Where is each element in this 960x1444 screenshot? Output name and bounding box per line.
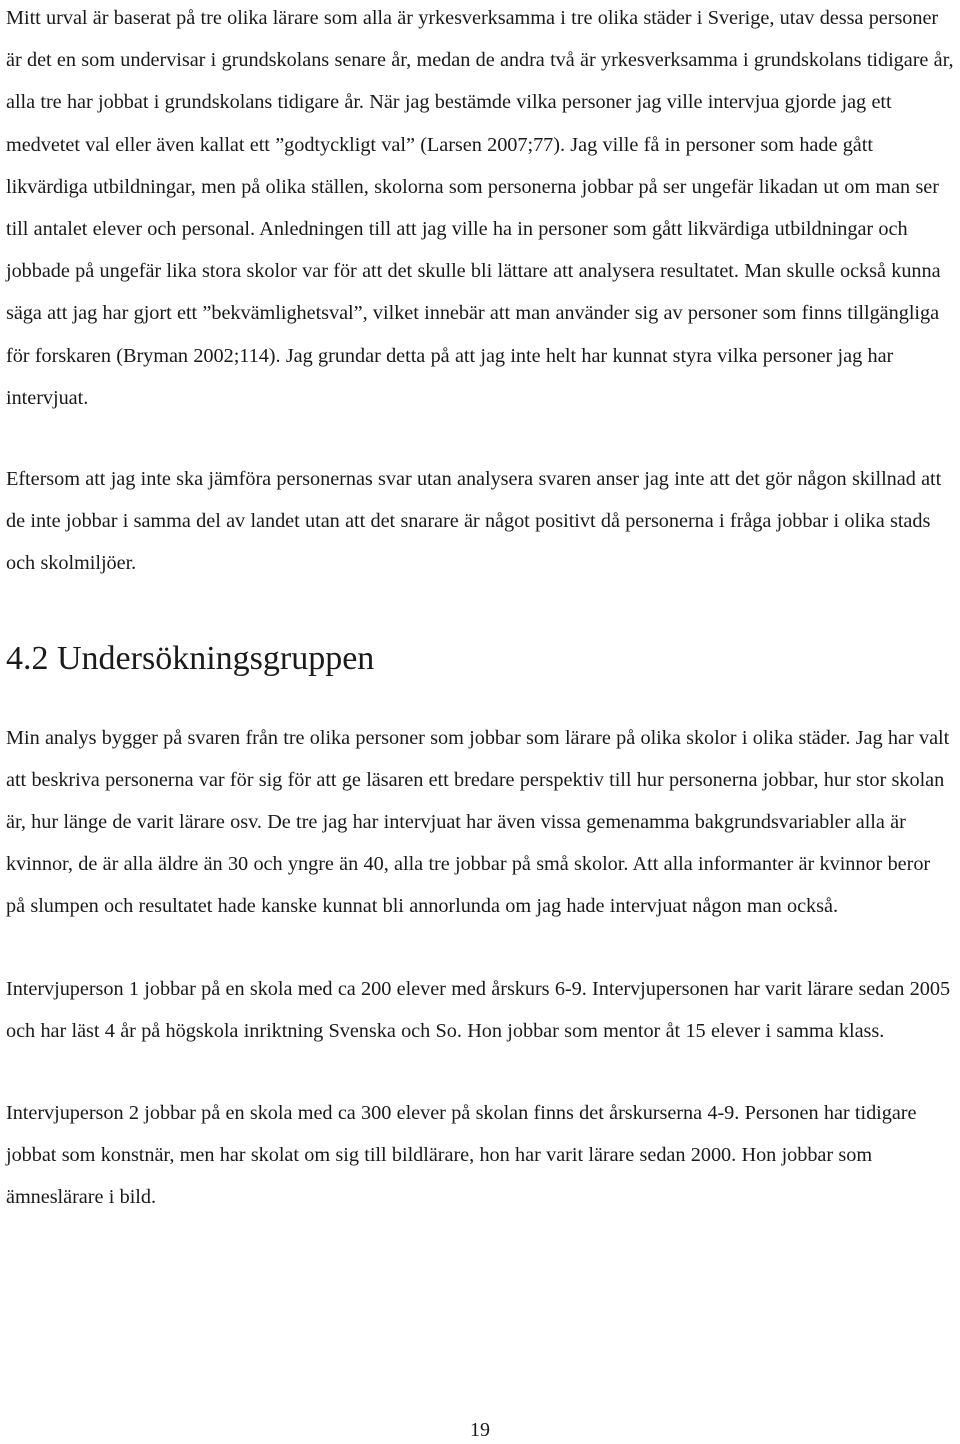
paragraph-geographic-spread: Eftersom att jag inte ska jämföra personernas svar utan analysera svaren anser jag inte att det gör någon skillnad att de inte jobbar i samma del av landet utan att det snarare är något positivt då personerna i fråga jobbar i olika stads och skolmiljöer. <box>6 468 942 575</box>
paragraph-group-description: Min analys bygger på svaren från tre olika personer som jobbar som lärare på olika skolor i olika städer. Jag har valt att beskriva personerna var för sig för att ge läsaren ett bredare perspektiv till hur personerna jobbar, hur stor skolan är, hur länge de varit lärare osv. De tre jag har intervjuat har även vissa gemenamma bakgrundsvariabler alla är kvinnor, de är alla äldre än 30 och yngre än 40, alla tre jobbar på små skolor. Att alla informanter är kvinnor beror på slumpen och resultatet hade kanske kunnat bli annorlunda om jag hade intervjuat någon man också. <box>6 726 950 918</box>
section-heading: 4.2 Undersökningsgruppen <box>6 639 375 677</box>
paragraph-selection-criteria: Mitt urval är baserat på tre olika lärare som alla är yrkesverksamma i tre olika städer i Sverige, utav dessa personer är det en som undervisar i grundskolans senare år, medan de andra två är yrkesverksamma i grundskolans tidigare år, alla tre har jobbat i grundskolans tidigare år. När jag bestämde vilka personer jag ville intervjua gjorde jag ett medvetet val eller även kallat ett ”godtyckligt val” (Larsen 2007;77). Jag ville få in personer som hade gått likvärdiga utbildningar, men på olika ställen, skolorna som personerna jobbar på ser ungefär likadan ut om man ser till antalet elever och personal. Anledningen till att jag ville ha in personer som gått likvärdiga utbildningar och jobbade på ungefär lika stora skolor var för att det skulle bli lättare att analysera resultatet. Man skulle också kunna säga att jag har gjort ett ”bekvämlighetsval”, vilket innebär att man använder sig av personer som finns tillgängliga för forskaren (Bryman 2002;114). Jag grundar detta på att jag inte helt har kunnat styra vilka personer jag har intervjuat. <box>6 7 954 409</box>
document-page <box>6 0 954 1219</box>
paragraph-interviewee-2: Intervjuperson 2 jobbar på en skola med ca 300 elever på skolan finns det årskurserna 4-9. Personen har tidigare jobbat som konstnär, men har skolat om sig till bildlärare, hon har varit lärare sedan 2000. Hon jobbar som ämneslärare i bild. <box>6 1102 917 1209</box>
paragraph-interviewee-1: Intervjuperson 1 jobbar på en skola med ca 200 elever med årskurs 6-9. Intervjupersonen har varit lärare sedan 2005 och har läst 4 år på högskola inriktning Svenska och So. Hon jobbar som mentor åt 15 elever i samma klass. <box>6 977 951 1042</box>
page-number: 19 <box>470 1419 490 1441</box>
